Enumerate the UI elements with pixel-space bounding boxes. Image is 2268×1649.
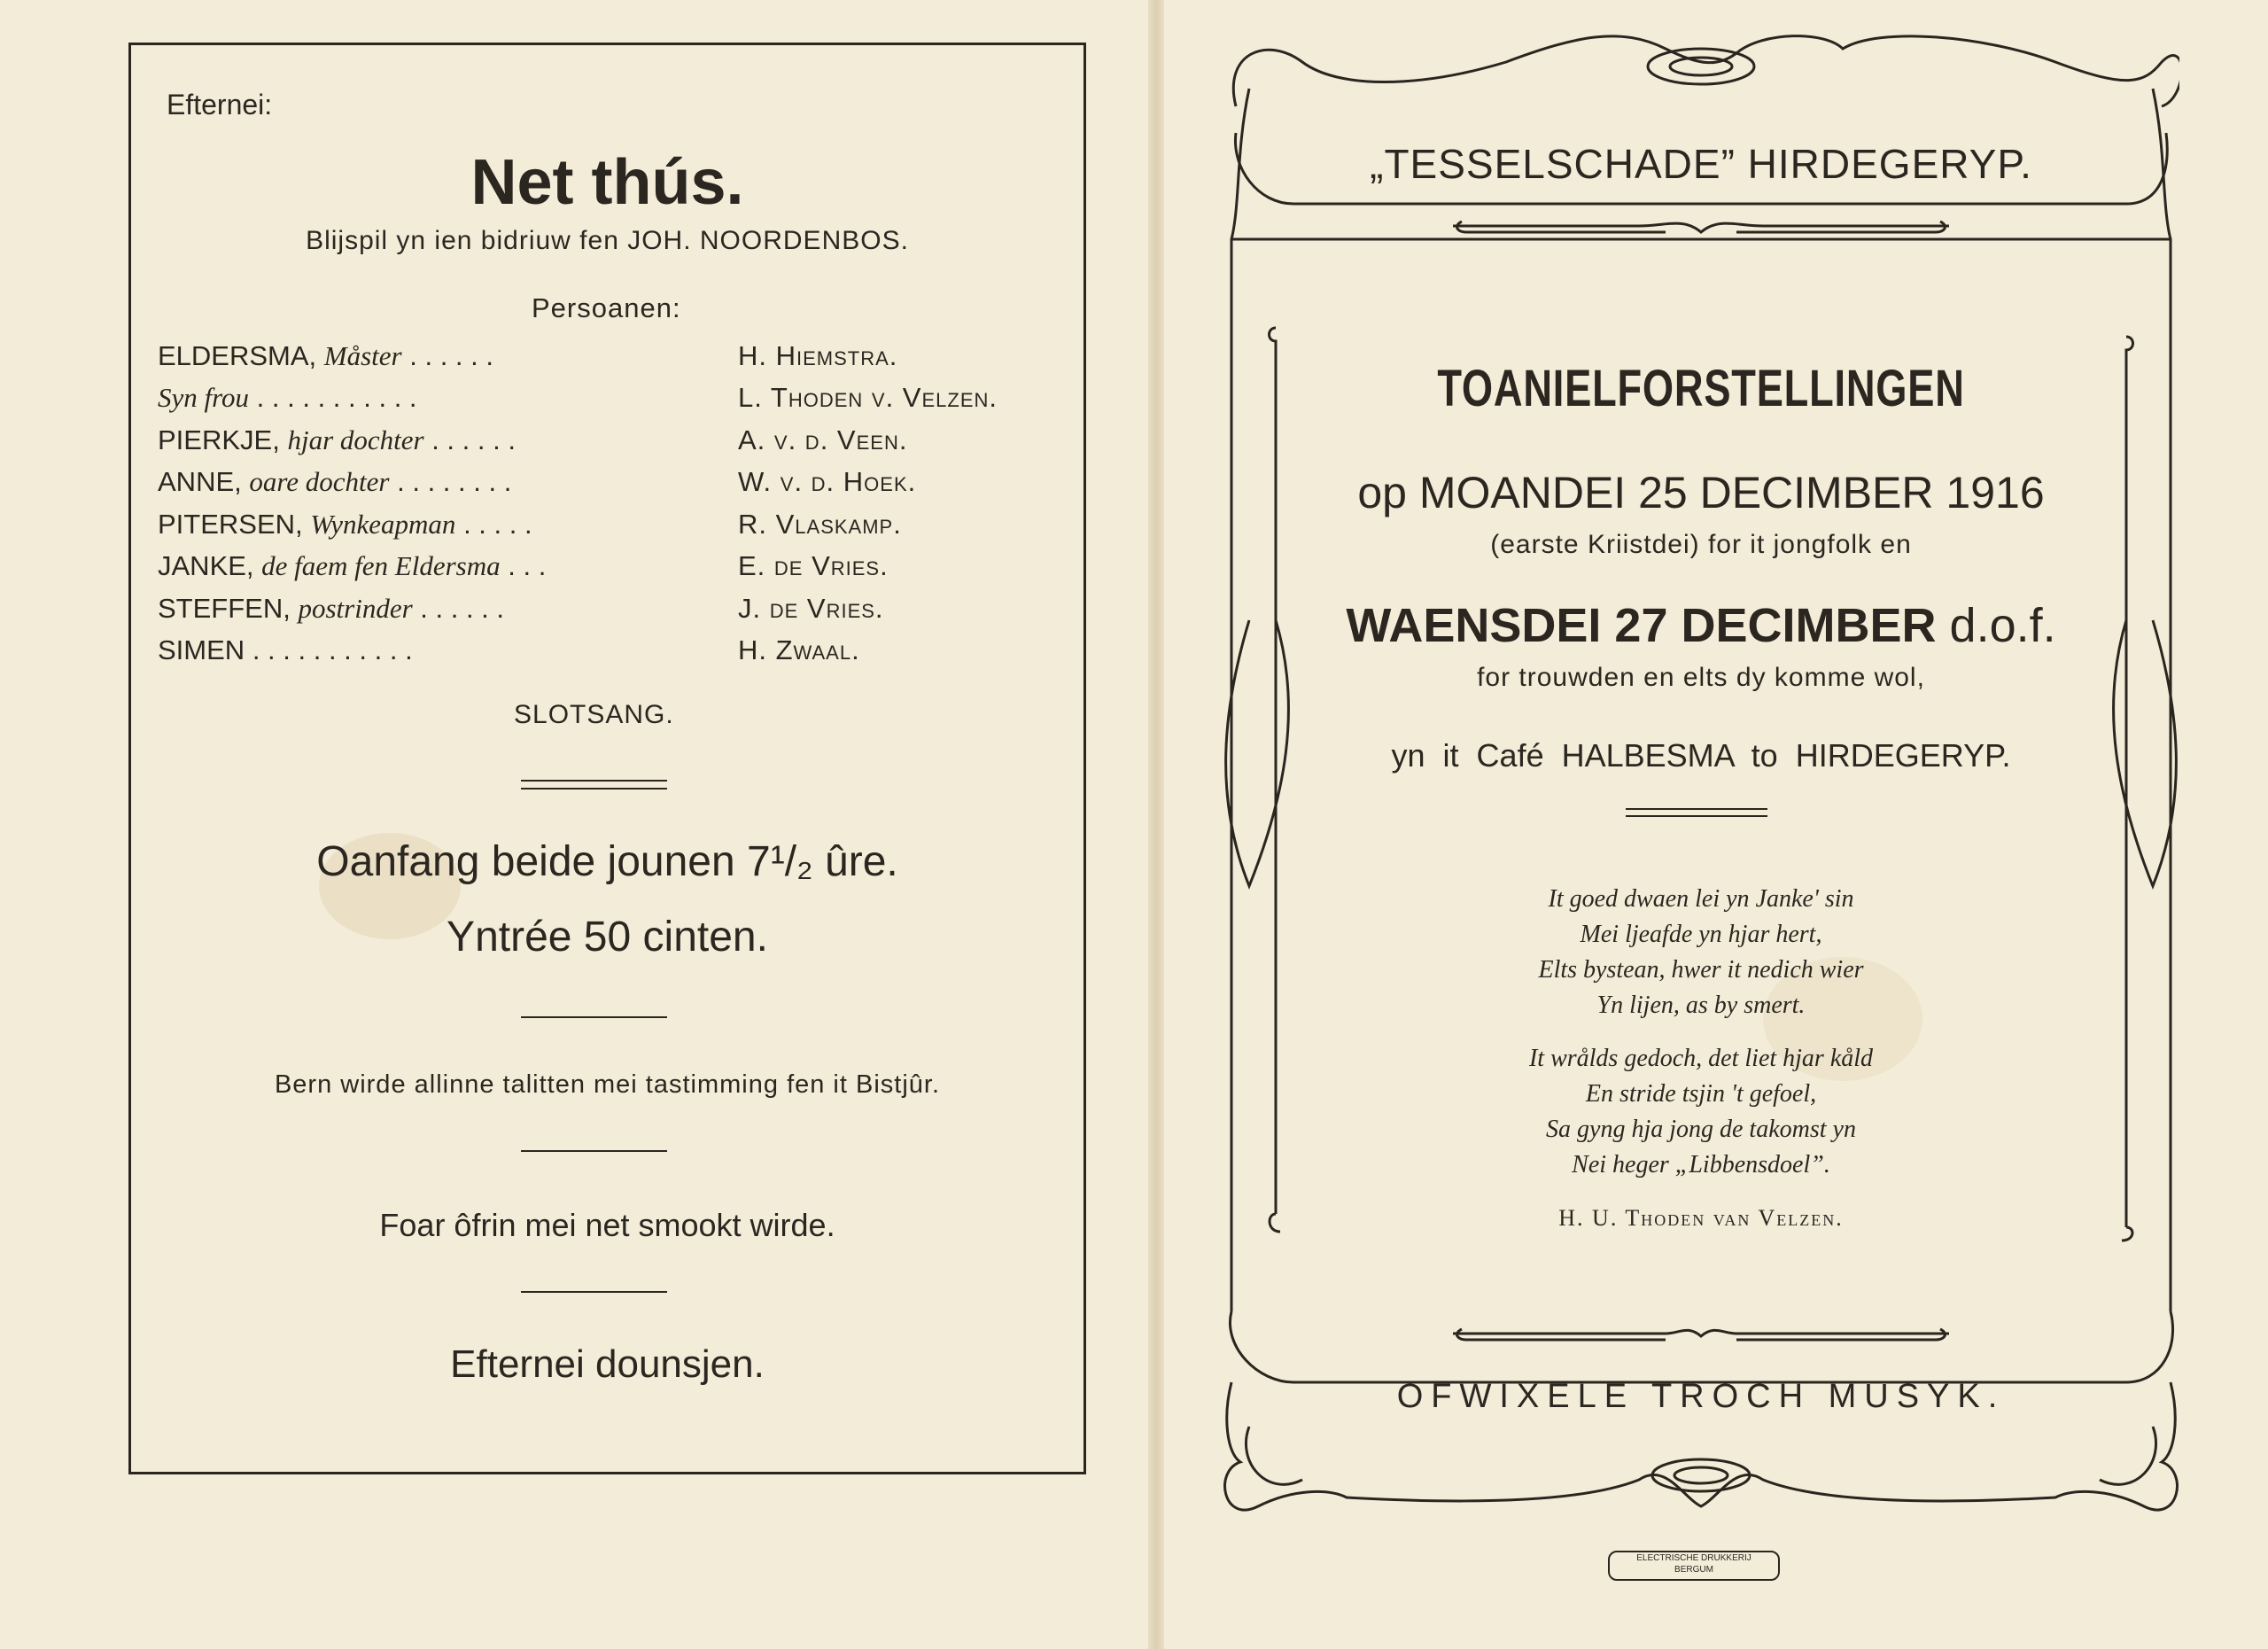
- cast-dots: . . .: [508, 550, 547, 582]
- cast-dots: . . . . . .: [420, 592, 505, 624]
- poem-line: It goed dwaen lei yn Janke' sin: [1548, 885, 1854, 913]
- cast-name: ANNE,: [158, 466, 242, 498]
- cast-name: PIERKJE,: [158, 424, 280, 455]
- poem-line: Mei ljeafde yn hjar hert,: [1580, 921, 1822, 948]
- cast-dots: . . . . . . . . . . .: [252, 634, 413, 666]
- cast-name: STEFFEN,: [158, 592, 291, 624]
- start-time: Oanfang beide jounen 7¹/₂ ûre.: [316, 838, 898, 885]
- cast-actor: A. v. d. Veen.: [738, 424, 908, 455]
- cast-role: Syn frou: [158, 382, 250, 414]
- cast-name: SIMEN: [158, 634, 245, 666]
- printer-mark: [1608, 1551, 1780, 1581]
- rule-divider: [521, 1016, 667, 1018]
- poem-line: En stride tsjin 't gefoel,: [1585, 1080, 1817, 1108]
- cast-actor: R. Vlaskamp.: [738, 508, 902, 540]
- cast-actor: H. Zwaal.: [738, 634, 860, 666]
- left-page-frame: [128, 43, 1086, 1474]
- cast-name: PITERSEN,: [158, 508, 303, 540]
- cast-row: [158, 462, 1052, 504]
- second-date-main: WAENSDEI 27 DECIMBER: [1346, 599, 1937, 652]
- cast-name: JANKE,: [158, 550, 254, 582]
- poem-line: Yn lijen, as by smert.: [1596, 992, 1806, 1019]
- first-date-note: (earste Kriistdei) for it jongfolk en: [1490, 530, 1912, 559]
- double-rule-divider: [1626, 808, 1767, 817]
- club-name: „TESSELSCHADE” HIRDEGERYP.: [1370, 141, 2032, 187]
- cast-list: [158, 335, 1052, 672]
- smoking-note: Foar ôfrin mei net smookt wirde.: [379, 1207, 835, 1243]
- cast-role: hjar dochter: [287, 424, 424, 455]
- closing-song: SLOTSANG.: [514, 700, 674, 729]
- play-subtitle: Blijspil yn ien bidriuw fen JOH. NOORDENBOS.: [306, 226, 909, 255]
- rule-divider: [521, 1291, 667, 1293]
- cast-row: [158, 587, 1052, 630]
- venue: yn it Café HALBESMA to HIRDEGERYP.: [1391, 737, 2011, 774]
- cast-role: oare dochter: [249, 466, 390, 498]
- poem-line: It wrålds gedoch, det liet hjar kåld: [1528, 1045, 1874, 1072]
- cast-role: de faem fen Eldersma: [261, 550, 501, 582]
- printer-name: ELECTRISCHE DRUKKERIJ: [1636, 1553, 1751, 1563]
- cast-role: Wynkeapman: [310, 508, 456, 540]
- performances-heading: TOANIELFORSTELLINGEN: [1437, 360, 1965, 417]
- cast-row: [158, 503, 1052, 546]
- cast-dots: . . . . . .: [409, 339, 493, 371]
- cast-dots: . . . . . . . . . . .: [256, 382, 417, 414]
- poem-line: Nei heger „Libbensdoel”.: [1572, 1151, 1830, 1178]
- cast-actor: L. Thoden v. Velzen.: [738, 382, 998, 414]
- play-title: Net thús.: [470, 147, 744, 218]
- cast-heading: Persoanen:: [532, 292, 681, 323]
- cast-row: [158, 630, 1052, 673]
- cast-dots: . . . . . . . .: [397, 466, 512, 498]
- poem-author: H. U. Thoden van Velzen.: [1558, 1205, 1844, 1231]
- dance-note: Efternei dounsjen.: [450, 1342, 765, 1386]
- cast-row: [158, 546, 1052, 588]
- admission-price: Yntrée 50 cinten.: [447, 914, 768, 961]
- cast-dots: . . . . . .: [431, 424, 516, 455]
- cast-dots: . . . . .: [463, 508, 532, 540]
- poem-line: Elts bystean, hwer it nedich wier: [1538, 956, 1864, 984]
- second-date: [1223, 598, 2179, 653]
- poem: [1223, 882, 2179, 1183]
- cast-role: Måster: [323, 339, 402, 371]
- rule-divider: [521, 1150, 667, 1152]
- children-note: Bern wirde allinne talitten mei tastimming fen it Bistjûr.: [274, 1070, 941, 1099]
- cast-name: ELDERSMA,: [158, 339, 317, 371]
- music-note: OFWIXELE TROCH MUSYK.: [1396, 1378, 2006, 1415]
- double-rule-divider: [521, 780, 667, 789]
- second-date-suffix: d.o.f.: [1949, 599, 2056, 652]
- cast-row: [158, 419, 1052, 462]
- cast-actor: H. Hiemstra.: [738, 339, 898, 371]
- cast-row: [158, 335, 1052, 377]
- cast-row: [158, 377, 1052, 420]
- cast-actor: J. de Vries.: [738, 592, 884, 624]
- second-date-note: for trouwden en elts dy komme wol,: [1477, 663, 1925, 692]
- printer-town: BERGUM: [1674, 1565, 1713, 1575]
- poem-line: Sa gyng hja jong de takomst yn: [1546, 1116, 1856, 1143]
- cast-actor: W. v. d. Hoek.: [738, 466, 917, 498]
- first-date: op MOANDEI 25 DECIMBER 1916: [1357, 468, 2045, 517]
- cast-role: postrinder: [298, 592, 413, 624]
- center-fold: [1148, 0, 1164, 1649]
- cast-actor: E. de Vries.: [738, 550, 889, 582]
- left-header-label: Efternei:: [167, 89, 273, 121]
